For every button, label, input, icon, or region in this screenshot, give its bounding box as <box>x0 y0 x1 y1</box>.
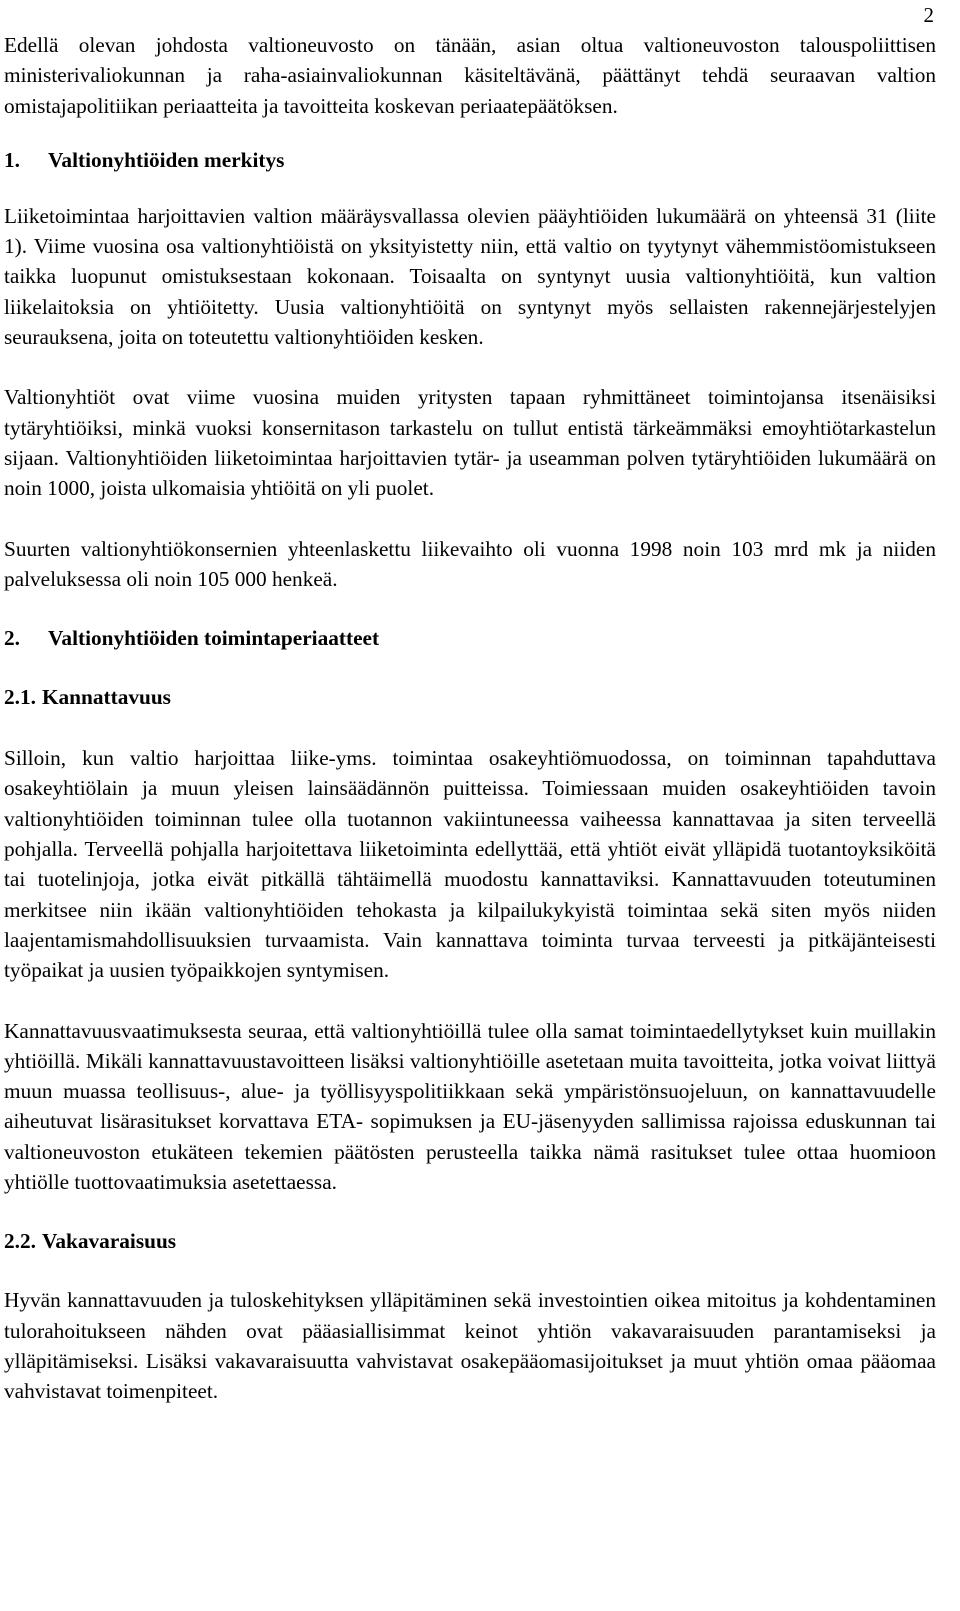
section-number: 1. <box>4 147 20 172</box>
body-paragraph: Suurten valtionyhtiökonsernien yhteenlaskettu liikevaihto oli vuonna 1998 noin 103 mrd mk ja niiden palveluksessa oli noin 105 000 henkeä. <box>4 536 936 591</box>
subsection-2-1-heading <box>4 682 936 712</box>
body-paragraph: Kannattavuusvaatimuksesta seuraa, että valtionyhtiöillä tulee olla samat toimintaedellytykset kuin muillakin yhtiöillä. Mikäli kannattavuustavoitteen lisäksi valtionyhtiöille asetetaan muita tavoitteita, jotka voivat liittyä muun muassa teollisuus-, alue- ja työllisyyspolitiikkaan sekä ympäristönsuojeluun, on kannattavuudelle aiheutuvat lisärasitukset korvattava ETA- sopimuksen ja EU-jäsenyyden sallimissa rajoissa eduskunnan tai valtioneuvoston etukäteen tekemien päätösten perusteella taikka nämä rasitukset tulee ottaa huomioon yhtiölle tuottovaatimuksia asetettaessa. <box>4 1018 936 1195</box>
body-paragraph: Liiketoimintaa harjoittavien valtion määräysvallassa olevien pääyhtiöiden lukumäärä on yhteensä 31 (liite 1). Viime vuosina osa valtionyhtiöistä on yksityistetty niin, että valtio on tyytynyt vähemmistöomistukseen taikka luopunut omistuksestaan kokonaan. Toisaalta on syntynyt uusia valtionyhtiöitä, kun valtion liikelaitoksia on yhtiöitetty. Uusia valtionyhtiöitä on syntynyt myös sellaisten rakennejärjestelyjen seurauksena, joita on toteutettu valtionyhtiöiden kesken. <box>4 203 936 350</box>
section-number: 2. <box>4 626 20 651</box>
section-1-heading <box>4 145 936 175</box>
section-title: Vakavaraisuus <box>41 1229 177 1254</box>
body-paragraph: Silloin, kun valtio harjoittaa liike-yms. toimintaa osakeyhtiömuodossa, on toiminnan tapahduttava osakeyhtiölain ja muun yleisen lainsäädännön puitteissa. Toimiessaan muiden osakeyhtiöiden tavoin valtionyhtiöiden toiminnan tulee olla tuotannon vakiintuneessa vaiheessa kannattavaa ja siten terveellä pohjalla. Terveellä pohjalla harjoitettava liiketoiminta edellyttää, että yhtiöt eivät ylläpidä tuotantoyksiköitä tai tuotelinjoja, jotka eivät pitkällä tähtäimellä muodostu kannattaviksi. Kannattavuuden toteutuminen merkitsee niin ikään valtionyhtiöiden tehokasta ja kilpailukykyistä toimintaa sekä siten myös niiden laajentamismahdollisuuksien turvaamista. Vain kannattava toiminta turvaa terveesti ja pitkäjänteisesti työpaikat ja uusien työpaikkojen syntymisen. <box>4 746 936 983</box>
section-title: Valtionyhtiöiden merkitys <box>48 147 285 172</box>
section-2-heading <box>4 623 936 653</box>
section-title: Kannattavuus <box>41 685 171 710</box>
section-number: 2.2. <box>4 1229 36 1254</box>
intro-paragraph: Edellä olevan johdosta valtioneuvosto on tänään, asian oltua valtioneuvoston talouspoliittisen ministerivaliokunnan ja raha-asiainvaliokunnan käsiteltävänä, päättänyt tehdä seuraavan valtion omistajapolitiikan periaatteita ja tavoitteita koskevan periaatepäätöksen. <box>4 33 936 118</box>
subsection-2-2-heading <box>4 1226 936 1256</box>
page-number: 2 <box>923 3 934 27</box>
body-paragraph: Hyvän kannattavuuden ja tuloskehityksen ylläpitäminen sekä investointien oikea mitoitus ja kohdentaminen tulorahoitukseen nähden ovat pääasiallisimmat keinot yhtiön vakavaraisuuden parantamiseksi ja ylläpitämiseksi. Lisäksi vakavaraisuutta vahvistavat osakepääomasijoitukset ja muut yhtiön omaa pääomaa vahvistavat toimenpiteet. <box>4 1288 936 1404</box>
section-number: 2.1. <box>4 685 36 710</box>
document-page <box>4 30 936 1407</box>
section-title: Valtionyhtiöiden toimintaperiaatteet <box>48 626 380 651</box>
body-paragraph: Valtionyhtiöt ovat viime vuosina muiden yritysten tapaan ryhmittäneet toimintojansa itsenäisiksi tytäryhtiöiksi, minkä vuoksi konsernitason tarkastelu on tullut entistä tärkeämmäksi emoyhtiötarkastelun sijaan. Valtionyhtiöiden liiketoimintaa harjoittavien tytär- ja useamman polven tytäryhtiöiden lukumäärä on noin 1000, joista ulkomaisia yhtiöitä on yli puolet. <box>4 385 936 501</box>
